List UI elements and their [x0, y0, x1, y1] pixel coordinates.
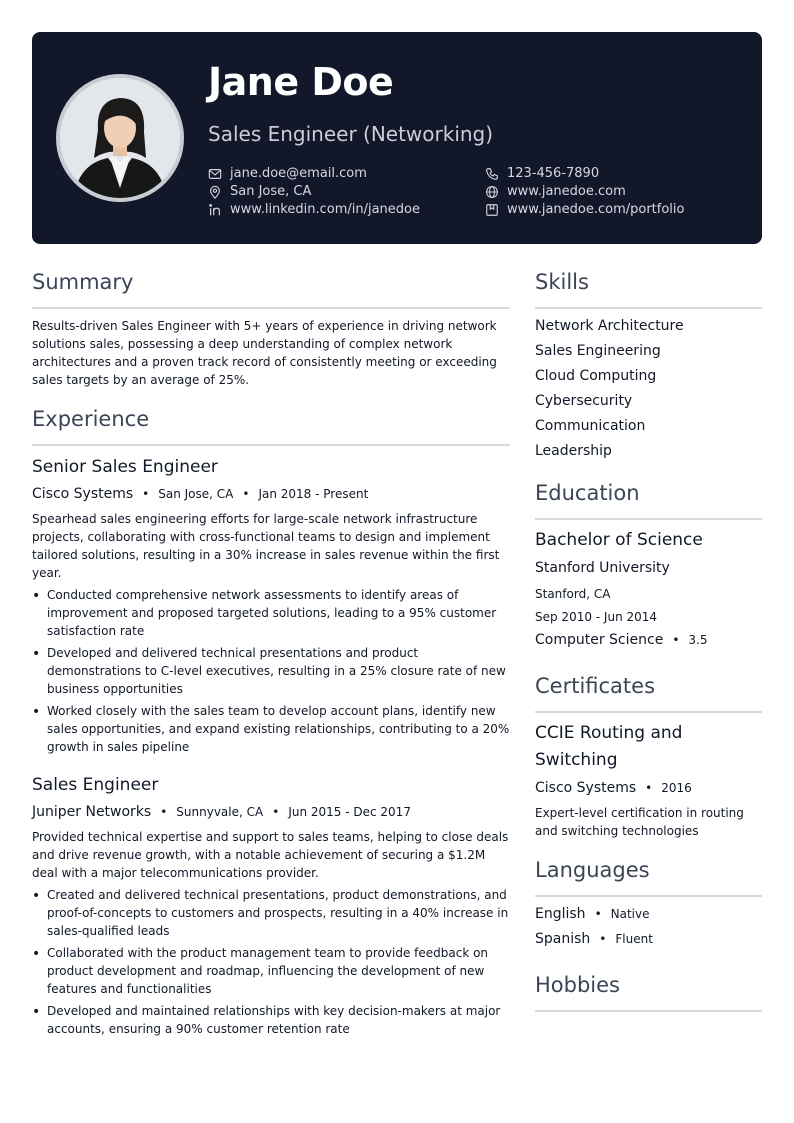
certificate-issuer: Cisco Systems: [535, 780, 637, 796]
summary-divider: [32, 307, 510, 309]
experience-heading: Experience: [32, 407, 150, 431]
education-school: Stanford University: [535, 560, 670, 576]
summary-heading: Summary: [32, 270, 134, 294]
job-company: Juniper Networks: [32, 804, 152, 820]
certificate-name: CCIE Routing and: [535, 723, 683, 743]
skill-item: Communication: [535, 418, 646, 434]
contact-email[interactable]: [208, 166, 367, 181]
globe-icon: [485, 185, 499, 199]
job-meta: Cisco Systems • San Jose, CA • Jan 2018 - Present: [32, 486, 369, 502]
resume-header: [32, 32, 762, 244]
experience-divider: [32, 444, 510, 446]
portfolio-text: www.janedoe.com/portfolio: [507, 202, 685, 217]
education-gpa: 3.5: [688, 633, 708, 647]
hobbies-heading: Hobbies: [535, 973, 620, 997]
job-dates: Jun 2015 - Dec 2017: [288, 805, 411, 819]
list-item: • Worked closely with the sales team to develop account plans, identify new sales opportunities, and expand existing relationships, contributing to a 20% growth in sales pipeline: [32, 702, 512, 756]
website-text: www.janedoe.com: [507, 184, 626, 199]
phone-text: 123-456-7890: [507, 166, 600, 181]
job-meta: Juniper Networks • Sunnyvale, CA • Jun 2015 - Dec 2017: [32, 804, 411, 820]
skills-heading: Skills: [535, 270, 589, 294]
language-item: English • Native: [535, 906, 650, 922]
email-text: jane.doe@email.com: [230, 166, 367, 181]
skill-item: Cloud Computing: [535, 368, 657, 384]
job-description: Provided technical expertise and support to sales teams, helping to close deals and drive revenue growth, with a notable achievement of securing a $1.2M deal with a major telecommunications provider.: [32, 830, 509, 880]
language-name: Spanish: [535, 931, 591, 947]
skills-divider: [535, 307, 762, 309]
job-bullets: [32, 886, 512, 1042]
education-heading: Education: [535, 481, 640, 505]
job-location: San Jose, CA: [158, 487, 234, 501]
languages-heading: Languages: [535, 858, 650, 882]
skill-item: Network Architecture: [535, 318, 684, 334]
list-item: • Created and delivered technical presentations, product demonstrations, and proof-of-concepts to customers and prospects, resulting in a 40% increase in sales-qualified leads: [32, 886, 512, 940]
contact-website[interactable]: [485, 184, 626, 199]
job-dates: Jan 2018 - Present: [258, 487, 369, 501]
job-bullets: [32, 586, 512, 760]
education-field-row: Computer Science • 3.5: [535, 632, 708, 648]
language-level: Fluent: [615, 932, 653, 946]
skill-item: Leadership: [535, 443, 612, 459]
certificate-description: Expert-level certification in routing and switching technologies: [535, 806, 744, 838]
linkedin-icon: [208, 203, 222, 217]
education-degree: Bachelor of Science: [535, 530, 703, 550]
certificates-divider: [535, 711, 762, 713]
contact-phone[interactable]: [485, 166, 599, 181]
hobbies-divider: [535, 1010, 762, 1012]
certificate-name-cont: Switching: [535, 750, 618, 770]
job-title: Senior Sales Engineer: [32, 457, 218, 477]
skill-item: Cybersecurity: [535, 393, 633, 409]
portfolio-icon: [485, 203, 499, 217]
certificate-year: 2016: [661, 781, 692, 795]
linkedin-text: www.linkedin.com/in/janedoe: [230, 202, 420, 217]
language-level: Native: [610, 907, 650, 921]
location-text: San Jose, CA: [230, 184, 312, 199]
profile-photo: [56, 74, 184, 202]
map-pin-icon: [208, 185, 222, 199]
education-dates: Sep 2010 - Jun 2014: [535, 610, 658, 624]
job-description: Spearhead sales engineering efforts for large-scale network infrastructure projects, collaborating with cross-functional teams to design and implement tailored solutions, resulting in a 30% increase in sales revenue within the first year.: [32, 512, 500, 580]
certificates-heading: Certificates: [535, 674, 656, 698]
phone-icon: [485, 167, 499, 181]
list-item: • Conducted comprehensive network assessments to identify areas of improvement and proposed targeted solutions, leading to a 95% customer satisfaction rate: [32, 586, 512, 640]
education-divider: [535, 518, 762, 520]
language-item: Spanish • Fluent: [535, 931, 653, 947]
certificate-meta: Cisco Systems • 2016: [535, 780, 692, 796]
candidate-name: Jane Doe: [208, 60, 394, 104]
summary-text: Results-driven Sales Engineer with 5+ years of experience in driving network solutions sales, possessing a deep understanding of complex network architectures and a proven track record of consistently meeting or exceeding sales targets by an average of 25%.: [32, 319, 497, 387]
education-location: Stanford, CA: [535, 587, 611, 601]
list-item: • Developed and maintained relationships with key decision-makers at major accounts, ensuring a 90% customer retention rate: [32, 1002, 512, 1038]
mail-icon: [208, 167, 222, 181]
list-item: • Developed and delivered technical presentations and product demonstrations to C-level executives, resulting in a 25% closure rate of new business opportunities: [32, 644, 512, 698]
job-company: Cisco Systems: [32, 486, 134, 502]
education-field: Computer Science: [535, 632, 664, 648]
list-item: • Collaborated with the product management team to provide feedback on product development and roadmap, influencing the development of new features and functionalities: [32, 944, 512, 998]
contact-linkedin[interactable]: [208, 202, 420, 217]
language-name: English: [535, 906, 586, 922]
languages-divider: [535, 895, 762, 897]
contact-location: [208, 184, 311, 199]
contact-portfolio[interactable]: [485, 202, 685, 217]
job-title: Sales Engineer: [32, 775, 159, 795]
job-location: Sunnyvale, CA: [176, 805, 264, 819]
candidate-title: Sales Engineer (Networking): [208, 122, 494, 146]
skill-item: Sales Engineering: [535, 343, 661, 359]
